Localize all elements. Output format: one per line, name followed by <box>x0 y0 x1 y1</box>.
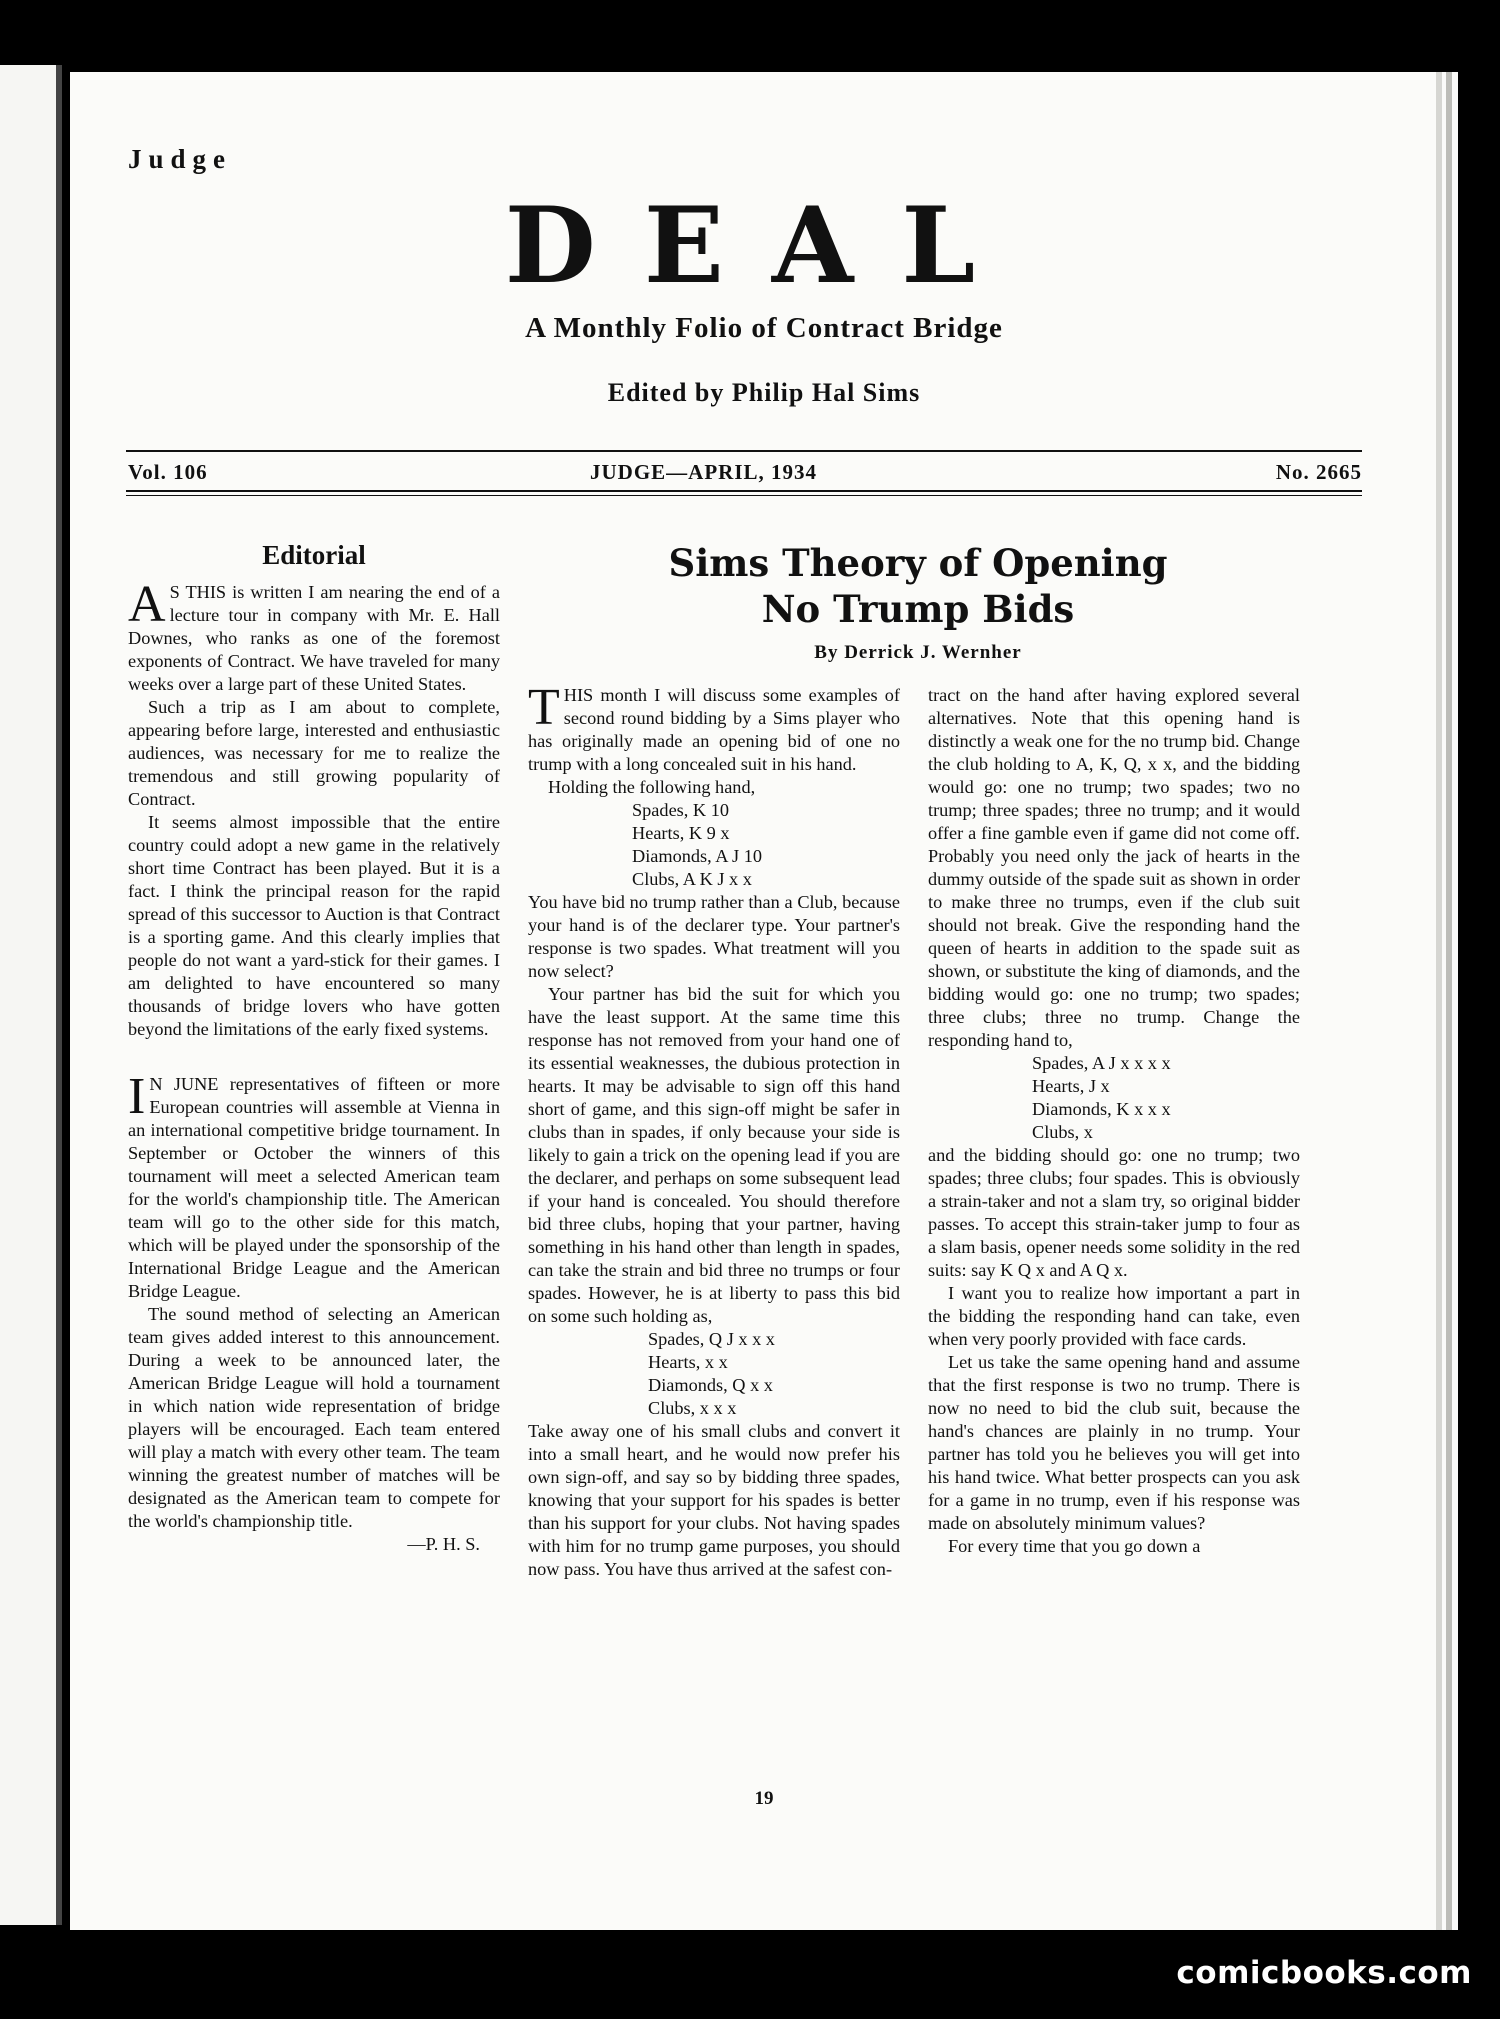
page-gutter <box>56 65 62 1925</box>
article-paragraph <box>528 679 900 776</box>
page-edge <box>1446 72 1452 1930</box>
hand-line: Diamonds, K x x x <box>1032 1099 1171 1119</box>
article-column-1 <box>528 679 900 1581</box>
article-paragraph: I want you to realize how important a part in the bidding the responding hand can take, even when very poorly provided with face cards. <box>928 1283 1300 1349</box>
title-line: No Trump Bids <box>761 587 1075 631</box>
hand-line: Spades, Q J x x x <box>648 1329 775 1349</box>
hand-listing <box>528 1328 900 1420</box>
masthead-rule-top <box>126 450 1362 452</box>
editorial-paragraph <box>128 576 500 696</box>
editorial-paragraph: Such a trip as I am about to complete, appearing before large, interested and enthusiastic audiences, was necessary for me to realize the tremendous and still growing popularity of Contract. <box>128 697 500 809</box>
article-paragraph: Take away one of his small clubs and convert it into a small heart, and he would now prefer his own sign-off, and say so by bidding three spades, knowing that your support for his spades is better than his support for your clubs. Not having spades with him for no trump game purposes, you should now pass. You have thus arrived at the safest con- <box>528 1421 900 1579</box>
masthead-rule-bottom-2 <box>126 495 1362 496</box>
paragraph-text: S THIS is written I am nearing the end of a lecture tour in company with Mr. E. Hall Downes, who ranks as one of the foremost exponents of Contract. We have traveled for many weeks over a large part of these United States. <box>128 582 500 694</box>
volume-label: Vol. 106 <box>128 460 208 484</box>
drop-cap: I <box>128 1068 146 1125</box>
hand-line: Spades, A J x x x x <box>1032 1053 1171 1073</box>
editorial-paragraph: The sound method of selecting an American team gives added interest to this announcement. During a week to be announced later, the American Bridge League will hold a tournament in which nation wide representation of bridge players will be encouraged. Each team entered will play a match with every other team. The team winning the greatest number of matches will be designated as the American team to compete for the world's championship title. <box>128 1304 500 1531</box>
hand-listing <box>928 1052 1300 1144</box>
article-paragraph: Let us take the same opening hand and assume that the first response is two no trump. There is now no need to bid the club suit, because the hand's chances are plainly in no trump. Your partner has told you he believes you will get into his hand twice. What better prospects can you ask for a game in no trump, even if his response was made on absolutely minimum values? <box>928 1352 1300 1533</box>
article-title <box>618 540 1218 632</box>
hand-line: Clubs, A K J x x <box>632 869 752 889</box>
article-column-2 <box>928 684 1300 1558</box>
hand-line: Clubs, x <box>1032 1122 1093 1142</box>
article-paragraph: You have bid no trump rather than a Club, because your hand is of the declarer type. Your partner's response is two spades. What treatment will you now select? <box>528 892 900 981</box>
article-byline: By Derrick J. Wernher <box>814 642 1022 663</box>
page-number: 19 <box>754 1788 774 1809</box>
hand-line: Hearts, J x <box>1032 1076 1110 1096</box>
paragraph-text: HIS month I will discuss some examples of second round bidding by a Sims player who has originally made an opening bid of one no trump with a long concealed suit in his hand. <box>528 685 900 774</box>
hand-line: Hearts, x x <box>648 1352 728 1372</box>
article-paragraph: Holding the following hand, <box>548 777 756 797</box>
paragraph-text: N JUNE representatives of fifteen or more European countries will assemble at Vienna in an international competitive bridge tournament. In September or October the winners of this tournament will meet a selected American team for the world's championship title. The American team will go to the other side for this match, which will be played under the sponsorship of the International Bridge League and the American Bridge League. <box>128 1074 500 1301</box>
hand-line: Clubs, x x x <box>648 1398 737 1418</box>
drop-cap: T <box>528 679 560 736</box>
hand-line: Diamonds, Q x x <box>648 1375 773 1395</box>
page-edge <box>1436 72 1442 1930</box>
site-watermark: comicbooks.com <box>1176 1955 1472 1991</box>
hand-line: Spades, K 10 <box>632 800 729 820</box>
article-paragraph: tract on the hand after having explored several alternatives. Note that this opening hand is distinctly a weak one for the no trump bid. Change the club holding to A, K, Q, x x, and the bidding would go: one no trump; two spades; two no trump; three spades; three no trump; and it would offer a fine gamble even if game did not come off. Probably you need only the jack of hearts in the dummy outside of the spade suit as shown in order to make three no trumps, even if the club suit should not break. Give the responding hand the queen of hearts in addition to the spade suit as shown, or substitute the king of diamonds, and the bidding would go: one no trump; two spades; three clubs; three no trump. Change the responding hand to, <box>928 685 1300 1050</box>
judge-label: Judge <box>128 144 233 174</box>
deal-title: DEAL <box>504 183 1024 307</box>
article-paragraph: For every time that you go down a <box>948 1536 1201 1556</box>
spacer <box>128 1041 500 1073</box>
hand-listing <box>528 799 900 891</box>
magazine-page <box>70 72 1458 1930</box>
subtitle: A Monthly Folio of Contract Bridge <box>525 312 1003 344</box>
issue-label: JUDGE—APRIL, 1934 <box>590 460 818 484</box>
facing-page-edge <box>0 65 62 1925</box>
article-paragraph: Your partner has bid the suit for which you have the least support. At the same time this response has not removed from your hand one of its essential weaknesses, the dubious protection in hearts. It may be advisable to sign off this hand short of game, and this sign-off might be safer in clubs than in spades, if only because your side is likely to gain a trick on the opening lead if you are the declarer, and perhaps on some subsequent lead if your hand is concealed. You should therefore bid three clubs, hoping that your partner, having something in his hand other than length in spades, can take the strain and bid three no trumps or four spades. However, he is at liberty to pass this bid on some such holding as, <box>528 984 900 1326</box>
number-label: No. 2665 <box>1275 460 1362 484</box>
article-paragraph: and the bidding should go: one no trump; two spades; three clubs; four spades. This is obviously a strain-taker and not a slam try, so original bidder passes. To accept this strain-taker jump to four as a slam basis, opener needs some solidity in the red suits: say K Q x and A Q x. <box>928 1145 1300 1280</box>
editorial-paragraph: It seems almost impossible that the entire country could adopt a new game in the relatively short time Contract has been played. But it is a fact. I think the principal reason for the rapid spread of this successor to Auction is that Contract is a sporting game. And this clearly implies that people do not want a yard-stick for their games. I am delighted to have encountered so many thousands of bridge lovers who have gotten beyond the limitations of the early fixed systems. <box>128 812 500 1039</box>
masthead-rule-bottom <box>126 490 1362 492</box>
drop-cap: A <box>128 576 166 633</box>
editorial-signature: —P. H. S. <box>407 1534 480 1554</box>
editorial-column <box>128 540 500 1556</box>
editor-credit: Edited by Philip Hal Sims <box>607 378 921 407</box>
editorial-paragraph <box>128 1068 500 1303</box>
title-line: Sims Theory of Opening <box>668 541 1168 585</box>
hand-line: Diamonds, A J 10 <box>632 846 763 866</box>
hand-line: Hearts, K 9 x <box>632 823 730 843</box>
editorial-heading: Editorial <box>262 540 366 570</box>
